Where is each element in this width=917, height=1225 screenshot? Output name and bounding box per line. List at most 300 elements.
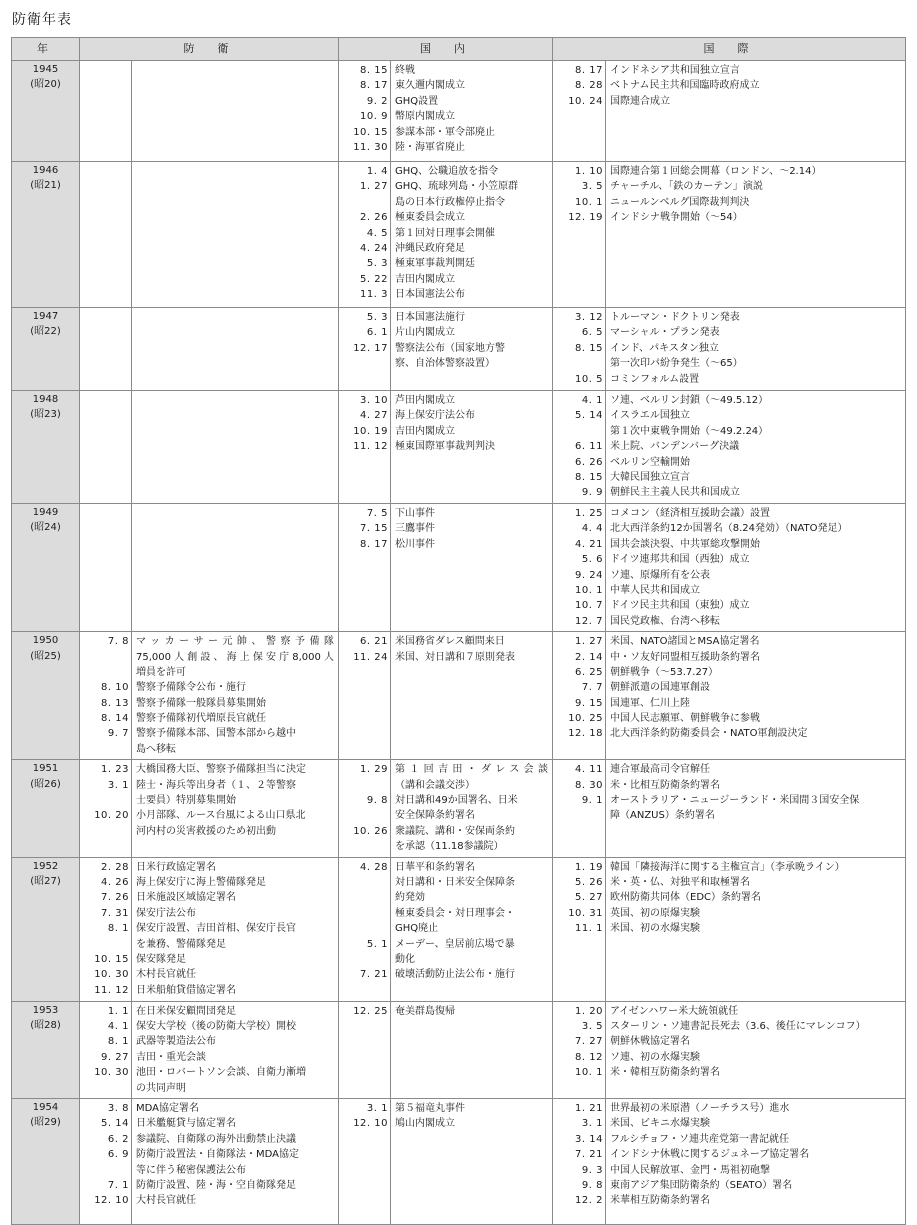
event-date <box>80 650 129 665</box>
event-text: 極東軍事裁判開廷 <box>395 258 475 270</box>
international-event-cell <box>606 61 906 162</box>
defense-date-cell <box>80 504 132 632</box>
event-date: 4. 1 <box>107 1020 129 1032</box>
event-text: 中国人民志願軍、朝鮮戦争に参戦 <box>610 713 760 725</box>
event-text: GHQ設置 <box>395 95 439 107</box>
event-text: 奄美群島復帰 <box>395 1005 455 1017</box>
year-cell <box>12 1001 80 1098</box>
event-text: 片山内閣成立 <box>395 327 455 339</box>
event-date: 12. 25 <box>353 1005 388 1017</box>
event-date: 9. 8 <box>366 795 388 807</box>
event-date: 7. 21 <box>360 969 388 981</box>
year-label: 1949 <box>32 507 59 518</box>
event-date: 10. 1 <box>575 584 603 596</box>
domestic-event-cell <box>391 1098 553 1224</box>
event-text: 士要員）特別募集開始 <box>136 795 236 807</box>
event-date: 11. 12 <box>94 984 129 996</box>
event-text: 衆議院、講和・安保両条約 <box>395 825 515 837</box>
year-label: 1954 <box>32 1101 59 1113</box>
domestic-event-cell <box>391 632 553 760</box>
international-event-cell <box>606 162 906 308</box>
international-date-cell <box>553 632 606 760</box>
event-text: 河内村の災害救援のため初出動 <box>136 825 276 837</box>
event-date <box>80 665 129 680</box>
event-date: 8. 17 <box>360 538 388 550</box>
table-body <box>12 61 906 1225</box>
event-text: 海上保安庁に海上警備隊発足 <box>136 876 266 888</box>
event-date: 4. 5 <box>366 227 388 239</box>
year-cell <box>12 632 80 760</box>
international-date-cell <box>553 61 606 162</box>
event-text: 警察予備隊令公布・施行 <box>136 682 246 694</box>
year-label: 1952 <box>32 860 59 872</box>
defense-date-cell <box>80 391 132 504</box>
event-date: 3. 1 <box>107 779 129 791</box>
event-date: 3. 1 <box>366 1102 388 1114</box>
event-text: 極東国際軍事裁判判決 <box>395 441 495 453</box>
event-date: 5. 1 <box>366 938 388 950</box>
event-text: 米国務省ダレス顧問来日 <box>395 636 505 648</box>
defense-event-cell <box>132 1098 339 1224</box>
table-row <box>12 61 906 162</box>
event-date <box>339 778 388 793</box>
event-text: 等に伴う秘密保護法公布 <box>136 1164 246 1176</box>
event-text: 日米船舶貸借協定署名 <box>136 984 236 996</box>
event-text: 参謀本部・軍令部廃止 <box>395 126 495 138</box>
year-label: 1953 <box>32 1004 59 1016</box>
event-date: 8. 1 <box>107 1036 129 1048</box>
event-date: 11. 24 <box>353 651 388 663</box>
event-text: 国連軍、仁川上陸 <box>610 697 690 709</box>
event-text: GHQ廃止 <box>395 923 439 935</box>
year-cell <box>12 504 80 632</box>
event-date: 8. 17 <box>360 80 388 92</box>
table-row <box>12 760 906 857</box>
event-text: 鳩山内閣成立 <box>395 1118 455 1130</box>
event-date: 2. 14 <box>575 651 603 663</box>
event-date <box>339 839 388 854</box>
event-date: 10. 30 <box>94 1067 129 1079</box>
event-text: ドイツ連邦共和国（西独）成立 <box>610 554 750 566</box>
event-date: 1. 1 <box>107 1005 129 1017</box>
event-text: 日華平和条約署名 <box>395 861 475 873</box>
event-text: 米国、NATO諸国とMSA協定署名 <box>610 636 760 648</box>
table-row <box>12 504 906 632</box>
event-text: マーシャル・プラン発表 <box>610 327 720 339</box>
event-date: 10. 15 <box>353 126 388 138</box>
event-date <box>80 1163 129 1178</box>
event-date: 1. 27 <box>360 181 388 193</box>
event-date: 9. 15 <box>575 697 603 709</box>
event-date: 10. 24 <box>568 95 603 107</box>
event-date: 8. 13 <box>101 697 129 709</box>
event-text: 第５福竜丸事件 <box>395 1102 465 1114</box>
event-text: 欧州防衛共同体（EDC）条約署名 <box>610 892 762 904</box>
era-label: (昭21) <box>30 180 61 192</box>
event-date: 8. 12 <box>575 1051 603 1063</box>
event-date: 3. 12 <box>575 312 603 323</box>
event-text: 75,000人創設、海上保安庁8,000人 <box>136 651 334 663</box>
event-date: 10. 26 <box>353 825 388 837</box>
event-date: 6. 25 <box>575 666 603 678</box>
event-text: トルーマン・ドクトリン発表 <box>610 312 740 323</box>
event-date: 7. 5 <box>366 508 388 519</box>
event-date: 2. 26 <box>360 212 388 224</box>
event-date <box>339 890 388 905</box>
event-date: 9. 8 <box>581 1179 603 1191</box>
event-text: アイゼンハワー米大統領就任 <box>610 1005 739 1017</box>
event-text: 海上保安庁法公布 <box>395 410 475 422</box>
event-date: 10. 20 <box>94 810 129 822</box>
event-date <box>553 356 603 371</box>
event-text: 約発効 <box>395 892 425 904</box>
event-text: 日米艦艇貸与協定署名 <box>136 1118 236 1130</box>
event-date: 4. 21 <box>575 538 603 550</box>
event-date: 10. 1 <box>575 196 603 208</box>
event-text: 中国人民解放軍、金門・馬祖初砲撃 <box>610 1164 770 1176</box>
event-text: 日米施設区域協定署名 <box>136 892 236 904</box>
event-text: （講和会議交渉） <box>395 779 475 791</box>
event-text: 中華人民共和国成立 <box>610 584 700 596</box>
event-text: 英国、初の原爆実験 <box>610 907 700 919</box>
event-text: フルシチョフ・ソ連共産党第一書記就任 <box>610 1133 790 1145</box>
event-date: 5. 27 <box>575 892 603 904</box>
event-date: 5. 26 <box>575 876 603 888</box>
event-text: 終戦 <box>395 65 415 76</box>
domestic-event-cell <box>391 857 553 1001</box>
era-label: (昭28) <box>30 1019 61 1031</box>
international-event-cell <box>606 308 906 391</box>
domestic-event-cell <box>391 1001 553 1098</box>
event-text: 米国、対日講和７原則発表 <box>395 651 515 663</box>
event-text: 連合軍最高司令官解任 <box>610 764 710 776</box>
event-text: 北大西洋条約12か国署名（8.24発効）（NATO発足） <box>610 523 848 535</box>
event-text: 朝鮮派遣の国連軍創設 <box>610 682 710 694</box>
event-date: 10. 5 <box>575 373 603 385</box>
event-text: 国際連合第１回総会開幕（ロンドン、～2.14） <box>610 166 822 177</box>
event-date: 3. 14 <box>575 1133 603 1145</box>
year-cell <box>12 1098 80 1224</box>
event-text: 第１回吉田・ダレス会談 <box>395 764 548 776</box>
defense-date-cell <box>80 1098 132 1224</box>
event-text: MDA協定署名 <box>136 1102 199 1114</box>
event-text: 木村長官就任 <box>136 969 196 981</box>
international-event-cell <box>606 632 906 760</box>
event-date <box>80 1081 129 1096</box>
event-text: 国共会談決裂、中共軍総攻撃開始 <box>610 538 760 550</box>
event-date: 9. 9 <box>581 487 603 499</box>
domestic-date-cell <box>339 1001 391 1098</box>
event-date: 9. 1 <box>581 795 603 807</box>
event-date: 11. 1 <box>575 923 603 935</box>
event-text: 韓国「隣接海洋に関する主権宣言」（李承晩ライン） <box>610 861 845 873</box>
year-cell <box>12 391 80 504</box>
event-text: の共同声明 <box>136 1082 186 1094</box>
event-text: 安全保障条約署名 <box>395 810 475 822</box>
event-text: 第一次印パ紛争発生（～65） <box>610 358 743 370</box>
era-label: (昭26) <box>30 778 61 790</box>
defense-event-cell <box>132 504 339 632</box>
event-date: 11. 30 <box>353 141 388 153</box>
year-cell <box>12 162 80 308</box>
event-date: 6. 21 <box>360 636 388 648</box>
event-date <box>553 808 603 823</box>
event-date: 5. 3 <box>366 312 388 323</box>
event-date: 3. 1 <box>581 1118 603 1130</box>
domestic-date-cell <box>339 308 391 391</box>
event-text: 米・韓相互防衛条約署名 <box>610 1067 720 1079</box>
year-label: 1946 <box>32 165 59 176</box>
event-text: コミンフォルム設置 <box>610 373 700 385</box>
year-cell <box>12 760 80 857</box>
event-date: 9. 7 <box>107 728 129 740</box>
event-text: 松川事件 <box>395 538 435 550</box>
international-event-cell <box>606 504 906 632</box>
event-text: 大村長官就任 <box>136 1195 196 1207</box>
international-date-cell <box>553 1098 606 1224</box>
defense-event-cell <box>132 1001 339 1098</box>
year-cell <box>12 61 80 162</box>
event-text: 沖縄民政府発足 <box>395 242 465 254</box>
event-text: ソ連、初の水爆実験 <box>610 1051 700 1063</box>
event-text: 保安隊発足 <box>136 953 186 965</box>
event-date: 10. 31 <box>568 907 603 919</box>
event-date: 10. 30 <box>94 969 129 981</box>
event-date: 2. 28 <box>101 861 129 873</box>
event-date: 7. 31 <box>101 907 129 919</box>
page-title: 防衛年表 <box>12 12 72 28</box>
domestic-event-cell <box>391 61 553 162</box>
event-date: 3. 8 <box>107 1102 129 1114</box>
event-date: 12. 19 <box>568 212 603 224</box>
event-date: 7. 27 <box>575 1036 603 1048</box>
event-date: 5. 14 <box>575 410 603 422</box>
event-date: 9. 24 <box>575 569 603 581</box>
event-date: 8. 28 <box>575 80 603 92</box>
event-text: 対日講和49か国署名、日米 <box>395 795 518 807</box>
event-date: 8. 14 <box>101 713 129 725</box>
event-date: 3. 5 <box>581 1020 603 1032</box>
event-date <box>553 424 603 439</box>
event-date <box>80 937 129 952</box>
event-date: 5. 22 <box>360 273 388 285</box>
event-text: 米国、ビキニ水爆実験 <box>610 1118 710 1130</box>
event-text: 中・ソ友好同盟相互援助条約署名 <box>610 651 760 663</box>
event-text: 吉田内閣成立 <box>395 425 455 437</box>
domestic-date-cell <box>339 632 391 760</box>
event-date: 8. 10 <box>101 682 129 694</box>
event-text: 国際連合成立 <box>610 95 670 107</box>
event-text: ベトナム民主共和国臨時政府成立 <box>610 80 760 92</box>
event-text: 日本国憲法公布 <box>395 289 465 301</box>
event-date: 4. 28 <box>360 861 388 873</box>
event-date: 7. 21 <box>575 1149 603 1161</box>
event-text: マッカーサー元帥、警察予備隊 <box>136 636 334 648</box>
event-date: 7. 7 <box>581 682 603 694</box>
event-date: 5. 6 <box>581 554 603 566</box>
event-text: 破壊活動防止法公布・施行 <box>395 969 515 981</box>
event-text: 日本国憲法施行 <box>395 312 465 323</box>
international-date-cell <box>553 857 606 1001</box>
event-text: 保安庁法公布 <box>136 907 196 919</box>
domestic-event-cell <box>391 162 553 308</box>
domestic-event-cell <box>391 760 553 857</box>
event-text: 米華相互防衛条約署名 <box>610 1195 710 1207</box>
year-cell <box>12 857 80 1001</box>
event-date: 12. 18 <box>568 728 603 740</box>
era-label: (昭29) <box>30 1117 61 1129</box>
event-text: 小月部隊、ルース台風による山口県北 <box>136 810 306 822</box>
event-date <box>339 808 388 823</box>
event-text: 大韓民国独立宣言 <box>610 471 690 483</box>
event-text: ソ連、原爆所有を公表 <box>610 569 710 581</box>
international-event-cell <box>606 1098 906 1224</box>
event-date: 8. 1 <box>107 923 129 935</box>
event-date: 6. 1 <box>366 327 388 339</box>
event-text: 極東委員会・対日理事会・ <box>395 907 515 919</box>
international-date-cell <box>553 504 606 632</box>
year-label: 1948 <box>32 394 59 405</box>
event-date: 1. 27 <box>575 636 603 648</box>
domestic-date-cell <box>339 504 391 632</box>
event-text: 保安庁設置、吉田首相、保安庁長官 <box>136 923 296 935</box>
event-text: 対日講和・日米安全保障条 <box>395 876 515 888</box>
defense-date-cell <box>80 162 132 308</box>
event-text: 米・英・仏、対独平和取極署名 <box>610 876 750 888</box>
event-date: 4. 26 <box>101 876 129 888</box>
event-date <box>339 875 388 890</box>
event-date: 11. 3 <box>360 289 388 301</box>
event-date: 10. 1 <box>575 1067 603 1079</box>
event-date: 8. 30 <box>575 779 603 791</box>
domestic-date-cell <box>339 391 391 504</box>
event-date: 7. 15 <box>360 523 388 535</box>
event-text: 北大西洋条約防衛委員会・NATO軍創設決定 <box>610 728 808 740</box>
table-row <box>12 857 906 1001</box>
defense-event-cell <box>132 391 339 504</box>
event-date: 1. 4 <box>366 166 388 177</box>
event-text: 吉田・重光会談 <box>136 1051 206 1063</box>
event-text: インドシナ戦争開始（～54） <box>610 212 743 224</box>
defense-event-cell <box>132 857 339 1001</box>
event-date: 10. 15 <box>94 953 129 965</box>
event-text: 幣原内閣成立 <box>395 111 455 123</box>
event-text: 警察予備隊本部、国警本部から越中 <box>136 728 296 740</box>
event-text: 察、自治体警察設置） <box>395 358 495 370</box>
event-text: インドシナ休戦に関するジュネーブ協定署名 <box>610 1149 810 1161</box>
event-date: 4. 24 <box>360 242 388 254</box>
international-event-cell <box>606 391 906 504</box>
event-date: 10. 9 <box>360 111 388 123</box>
event-text: 第１次中東戦争開始（～49.2.24） <box>610 425 769 437</box>
defense-chronology-table <box>11 37 906 1225</box>
domestic-date-cell <box>339 162 391 308</box>
domestic-date-cell <box>339 61 391 162</box>
event-date: 6. 5 <box>581 327 603 339</box>
international-date-cell <box>553 308 606 391</box>
event-text: 大橋国務大臣、警察予備隊担当に決定 <box>136 764 306 776</box>
event-text: インドネシア共和国独立宣言 <box>610 65 740 76</box>
international-date-cell <box>553 162 606 308</box>
defense-date-cell <box>80 1001 132 1098</box>
event-date <box>339 952 388 967</box>
event-text: 警察予備隊初代増原長官就任 <box>136 713 266 725</box>
event-text: 増員を許可 <box>136 666 186 678</box>
event-date: 7. 8 <box>107 636 129 648</box>
event-date: 1. 25 <box>575 508 603 519</box>
event-date <box>339 921 388 936</box>
event-text: 三鷹事件 <box>395 523 435 535</box>
event-date: 11. 12 <box>353 441 388 453</box>
event-text: ニュールンベルグ国際裁判判決 <box>610 196 750 208</box>
international-event-cell <box>606 760 906 857</box>
event-text: 在日米保安顧問団発足 <box>136 1005 236 1017</box>
event-text: 日米行政協定署名 <box>136 861 216 873</box>
event-text: ドイツ民主共和国（東独）成立 <box>610 600 750 612</box>
event-date: 10. 19 <box>353 425 388 437</box>
event-text: 防衛庁設置、陸・海・空自衛隊発足 <box>136 1179 296 1191</box>
header-international: 国 際 <box>553 38 906 61</box>
event-date: 5. 3 <box>366 258 388 270</box>
event-text: 米・比相互防衛条約署名 <box>610 779 720 791</box>
defense-date-cell <box>80 760 132 857</box>
event-text: 第１回対日理事会開催 <box>395 227 495 239</box>
event-date <box>339 356 388 371</box>
defense-date-cell <box>80 61 132 162</box>
event-date <box>80 742 129 757</box>
year-label: 1947 <box>32 311 59 322</box>
event-date: 12. 10 <box>94 1195 129 1207</box>
event-text: 参議院、自衛隊の海外出動禁止決議 <box>136 1133 296 1145</box>
event-text: 島へ移転 <box>136 743 176 755</box>
event-text: 警察法公布（国家地方警 <box>395 342 505 354</box>
event-date: 12. 10 <box>353 1118 388 1130</box>
event-date: 9. 3 <box>581 1164 603 1176</box>
event-date: 7. 1 <box>107 1179 129 1191</box>
defense-date-cell <box>80 308 132 391</box>
event-text: を兼務、警備隊発足 <box>136 938 226 950</box>
event-text: メーデー、皇居前広場で暴 <box>395 938 515 950</box>
defense-event-cell <box>132 61 339 162</box>
year-label: 1950 <box>32 635 59 647</box>
international-event-cell <box>606 1001 906 1098</box>
defense-date-cell <box>80 857 132 1001</box>
event-date: 1. 21 <box>575 1102 603 1114</box>
defense-event-cell <box>132 308 339 391</box>
event-date <box>339 906 388 921</box>
event-text: 武器等製造法公布 <box>136 1036 216 1048</box>
event-date: 8. 15 <box>575 342 603 354</box>
table-header-row <box>12 38 906 61</box>
table-row <box>12 632 906 760</box>
table-row <box>12 1001 906 1098</box>
event-date: 8. 17 <box>575 65 603 76</box>
table-row <box>12 162 906 308</box>
header-domestic: 国 内 <box>339 38 553 61</box>
era-label: (昭22) <box>30 326 61 338</box>
event-date <box>80 824 129 839</box>
domestic-date-cell <box>339 857 391 1001</box>
defense-date-cell <box>80 632 132 760</box>
international-event-cell <box>606 857 906 1001</box>
event-text: 障（ANZUS）条約署名 <box>610 810 715 822</box>
defense-event-cell <box>132 162 339 308</box>
event-date: 6. 9 <box>107 1149 129 1161</box>
event-text: を承認（11.18参議院） <box>395 841 504 853</box>
year-label: 1951 <box>32 763 59 775</box>
event-date: 1. 10 <box>575 166 603 177</box>
event-text: ソ連、ベルリン封鎖（～49.5.12） <box>610 395 769 406</box>
